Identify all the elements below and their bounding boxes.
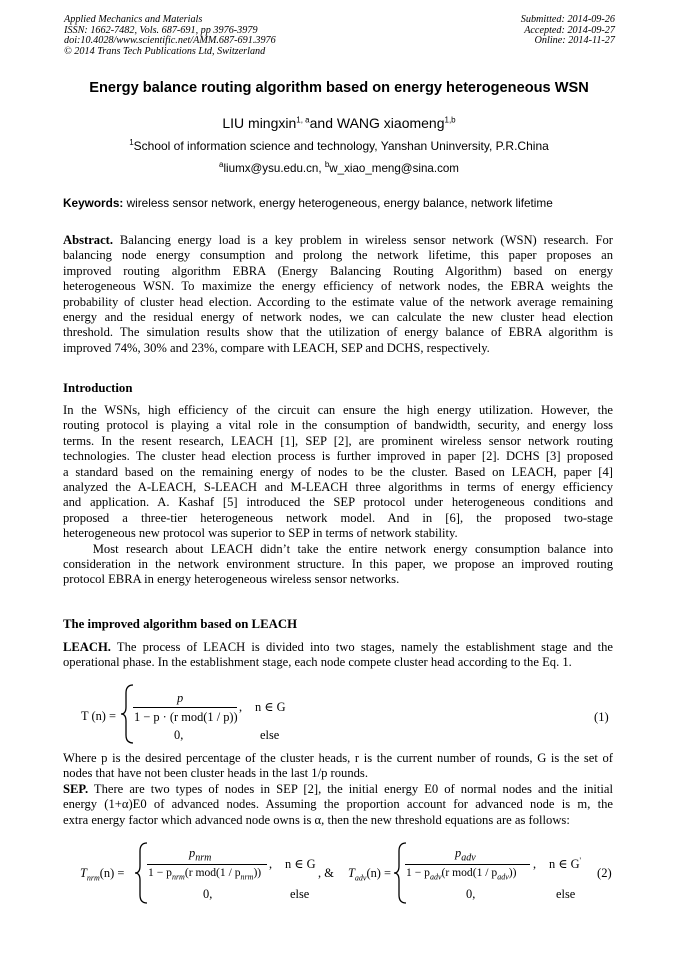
eq2-num2-sub: adv (461, 852, 476, 864)
eq2-den1-a: 1 − p (148, 866, 172, 879)
intro-line: proposed a three-tier heterogeneous network model. And in [6], the proposed two-stage (63, 510, 613, 525)
journal-header (64, 15, 276, 57)
abstract-label: Abstract. (63, 233, 114, 247)
eq1-lhs: T (n) = (81, 709, 116, 723)
eq1-numerator: p (177, 691, 184, 705)
eq2-comma-advanced: , (533, 857, 537, 871)
eq2-lhs1-rest: (n) = (99, 866, 125, 880)
doi-line: doi:10.4028/www.scientific.net/AMM.687-691.3976 (64, 35, 276, 47)
author-2-affil: 1,b (444, 115, 456, 125)
eq2-lhs-normal (80, 866, 124, 882)
intro-line: analyzed the A-LEACH, S-LEACH and M-LEACH three algorithms in terms of energy efficiency (63, 480, 613, 495)
eq2-num1-p: p (189, 846, 196, 860)
intro-heading: Introduction (63, 381, 133, 395)
abstract-text: Balancing energy load is a key problem in wireless sensor network (WSN) research. For (113, 233, 613, 247)
eq2-condition-advanced (549, 856, 581, 872)
sep-line: energy (1+α)E0 of advanced nodes. Assuming the proportion account for advanced node is m, the (63, 797, 613, 812)
keywords-label: Keywords: (63, 196, 124, 210)
sep-line: extra energy factor which advanced node owns is α, then the new threshold equations are as follows: (63, 812, 570, 827)
eq2-lhs2-sub: adv (354, 873, 367, 883)
eq2-else-advanced: else (556, 887, 576, 901)
leach-text: The process of LEACH is divided into two stages, namely the establishment stage and the (110, 640, 613, 654)
accepted-date: Accepted: 2014-09-27 (524, 24, 615, 36)
eq2-den1-sub: nrm (171, 872, 185, 882)
eq2-lhs-advanced (348, 866, 391, 882)
abstract-line: improved routing algorithm EBRA (Energy Balancing Routing Algorithm) based on energy (63, 263, 613, 278)
abstract (63, 233, 613, 356)
eq2-condition-normal: n ∈ G (285, 857, 316, 871)
intro-line: protocol EBRA in energy heterogeneous wireless sensor networks. (63, 572, 400, 587)
online-date: Online: 2014-11-27 (534, 35, 615, 47)
submitted-date: Submitted: 2014-09-26 (520, 14, 615, 25)
eq2-ampersand: , & (318, 866, 334, 880)
eq2-num2-p: p (455, 846, 462, 860)
intro-line: and application. A. Kashaf [5] introduced the SEP protocol under heterogeneous conditions and (63, 495, 613, 510)
keywords-text: wireless sensor network, energy heterogeneous, energy balance, network lifetime (123, 196, 553, 210)
where-line: nodes that have not been cluster heads in the last 1/p rounds. (63, 766, 368, 781)
eq2-den2-sub2: adv (497, 872, 509, 882)
eq2-cond2-sup: ' (579, 856, 581, 865)
intro-line: heterogeneous new protocol was superior to SEP in terms of network stability. (63, 526, 458, 541)
eq2-denominator-normal (148, 866, 261, 881)
eq2-numerator-advanced (455, 846, 476, 863)
sep-line (63, 782, 613, 797)
leach-label: LEACH. (63, 640, 111, 654)
emails (0, 160, 678, 175)
abstract-line: probability of cluster head election. According to the estimate value of the network average remaining (63, 294, 613, 309)
abstract-line: heterogeneous WSN. To maximize the energy efficiency of network nodes, the EBRA weights the (63, 279, 613, 294)
eq2-comma-normal: , (269, 857, 273, 871)
eq2-denominator-advanced (406, 866, 517, 881)
affiliation-sup: 1 (129, 138, 134, 147)
eq2-lhs2-t: T (348, 866, 355, 880)
keywords (63, 196, 553, 210)
eq2-den1-sub2: nrm (240, 872, 254, 882)
eq2-else-normal: else (290, 887, 310, 901)
journal-name: Applied Mechanics and Materials (64, 14, 203, 25)
eq1-condition: n ∈ G (255, 700, 286, 714)
email-a-sup: a (219, 160, 224, 169)
abstract-line: threshold. The simulation results show that the utilization of energy balance of EBRA algorithm is (63, 325, 613, 340)
intro-line: routing protocol is playing a vital role in the consumption of bandwidth, security, and energy loss (63, 418, 613, 433)
eq2-fraction-line-advanced (405, 864, 530, 865)
intro-body (63, 403, 613, 588)
eq2-zero-advanced: 0, (466, 887, 476, 901)
intro-line: Most research about LEACH didn’t take the entire network energy consumption balance into (63, 541, 613, 556)
section-heading: The improved algorithm based on LEACH (63, 617, 298, 631)
eq2-den1-rest: (r mod(1 / p (184, 866, 241, 879)
eq2-lhs1-t: T (80, 866, 87, 880)
abstract-line: improved 74%, 30% and 23%, compare with LEACH, SEP and DCHS, respectively. (63, 340, 490, 355)
author-line (0, 115, 678, 131)
sep-label: SEP. (63, 782, 89, 796)
author-1: LIU mingxin (222, 115, 297, 131)
email-b: w_xiao_meng@sina.com (329, 161, 459, 175)
eq1-comma: , (239, 700, 243, 714)
eq2-den2-sub: adv (429, 872, 442, 882)
eq2-den2-rest: (r mod(1 / p (441, 866, 498, 879)
paper-title: Energy balance routing algorithm based on energy heterogeneous WSN (89, 80, 589, 96)
abstract-line: energy and the residual energy of network nodes, we can calculate the new cluster head election (63, 310, 613, 325)
email-a: liumx@ysu.edu.cn, (223, 161, 325, 175)
sep-text: There are two types of nodes in SEP [2], the initial energy E0 of normal nodes and the initial (88, 782, 613, 796)
author-1-affil: 1, a (296, 115, 310, 125)
copyright-line: © 2014 Trans Tech Publications Ltd, Switzerland (64, 45, 266, 57)
eq2-den2-end: )) (508, 866, 517, 879)
eq2-number: (2) (597, 866, 612, 880)
where-paragraph (63, 751, 613, 782)
eq2-lhs1-sub: nrm (86, 873, 100, 883)
eq1-number: (1) (594, 710, 609, 724)
eq2-lhs2-rest: (n) = (366, 866, 392, 880)
eq1-else: else (260, 728, 280, 742)
eq1-denominator: 1 − p · (r mod(1 / p)) (134, 710, 238, 724)
eq2-den1-end: )) (253, 866, 262, 879)
intro-line: a standard based on the remaining energy of nodes to be the cluster. Based on LEACH, paper [4] (63, 464, 613, 479)
author-2: and WANG xiaomeng (309, 115, 445, 131)
abstract-line: balancing node energy consumption and prolong the network lifetime, this paper proposes an (63, 248, 613, 263)
intro-line: In the WSNs, high efficiency of the circuit can ensure the high energy utilization. However, the (63, 403, 613, 417)
leach-paragraph (63, 640, 613, 671)
eq2-zero-normal: 0, (203, 887, 213, 901)
eq1-fraction-line (133, 707, 237, 708)
eq2-num1-sub: nrm (195, 852, 212, 864)
intro-line: technologies. The cluster head election process is further improved in paper [2]. DCHS [3] proposed (63, 449, 613, 464)
leach-line: operational phase. In the establishment stage, each node compete cluster head according to the Eq. 1. (63, 655, 572, 670)
dates-header (521, 15, 615, 47)
intro-line: terms. In the resent research, LEACH [1], SEP [2], are prominent wireless sensor network routing (63, 433, 613, 448)
eq1-zero: 0, (174, 728, 184, 742)
where-line: Where p is the desired percentage of the cluster heads, r is the current number of rounds, G is the set of (63, 751, 613, 765)
intro-line: consideration in the network environment structure. In this paper, we propose an improved routing (63, 557, 613, 572)
eq2-cond2-text: n ∈ G (549, 857, 580, 872)
abstract-line (63, 233, 613, 248)
eq2-den2-a: 1 − p (406, 866, 430, 879)
leach-line (63, 640, 613, 655)
eq2-numerator-normal (189, 846, 211, 863)
affiliation-text: School of information science and technology, Yanshan Uninversity, P.R.China (133, 139, 549, 153)
issn-line: ISSN: 1662-7482, Vols. 687-691, pp 3976-3979 (64, 24, 258, 36)
sep-paragraph (63, 782, 613, 828)
affiliation (0, 138, 678, 153)
eq2-fraction-line-normal (147, 864, 267, 865)
email-b-sup: b (324, 160, 330, 169)
